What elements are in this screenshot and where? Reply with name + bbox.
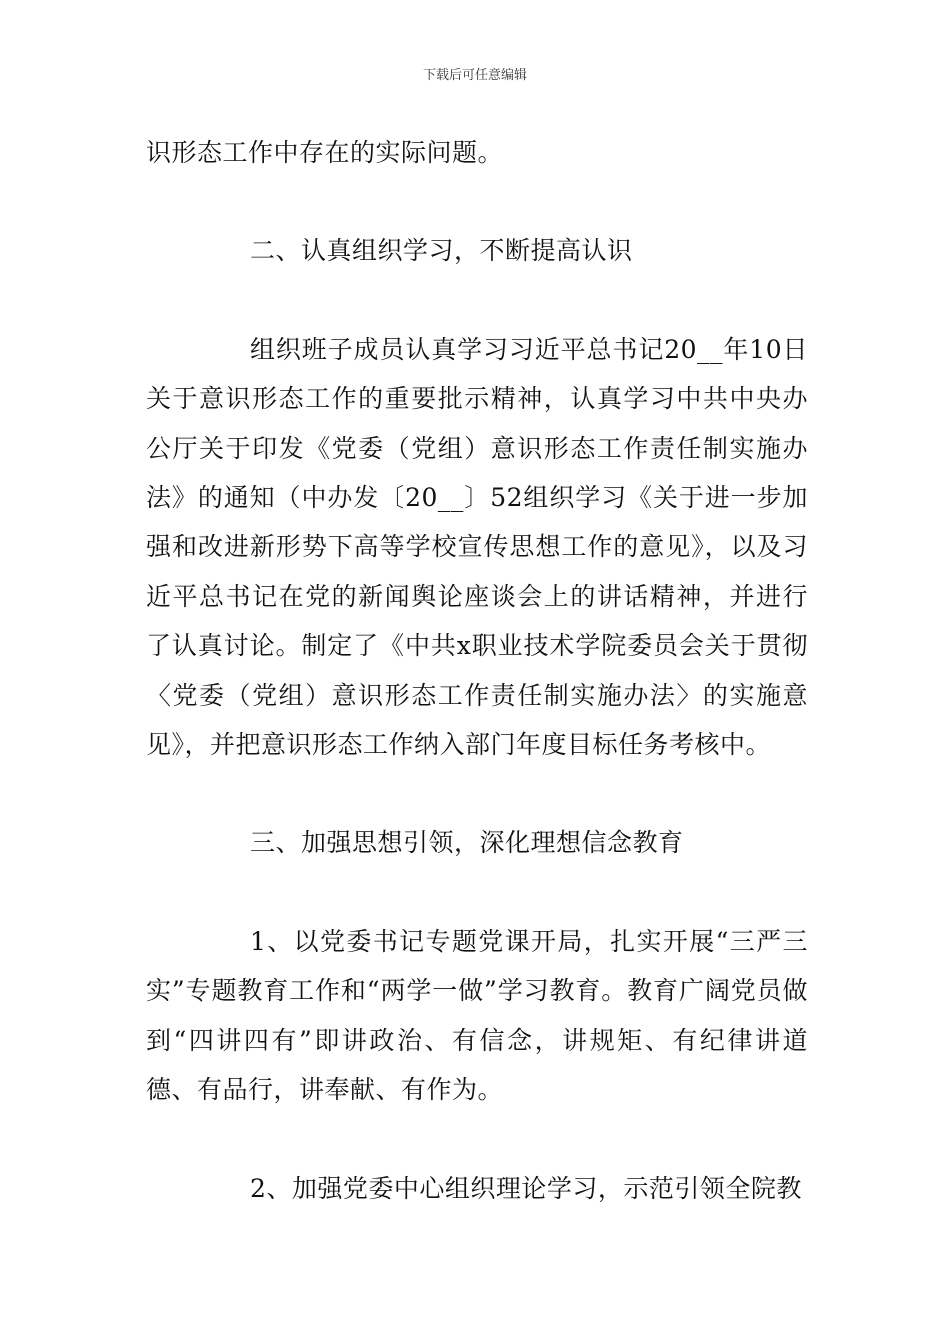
paragraph-continuation: 识形态工作中存在的实际问题。	[146, 138, 504, 167]
section-heading-2: 二、认真组织学习，不断提高认识	[250, 236, 633, 266]
document-body	[146, 128, 808, 1213]
page-header: 下载后可任意编辑	[422, 68, 527, 83]
paragraph-gap	[146, 868, 808, 917]
paragraph-study: 组织班子成员认真学习习近平总书记20__年10日关于意识形态工作的重要批示精神，认真学习中共中央办公厅关于印发《党委（党组）意识形态工作责任制实施办法》的通知（中办发〔20__〕52组织学习《关于进一步加强和改进新形势下高等学校宣传思想工作的意见》，以及习近平总书记在党的新闻舆论座谈会上的讲话精神，并进行了认真讨论。制定了《中共x职业技术学院委员会关于贯彻〈党委（党组）意识形态工作责任制实施办法〉的实施意见》，并把意识形态工作纳入部门年度目标任务考核中。	[146, 334, 808, 760]
paragraph-item-1: 1、以党委书记专题党课开局，扎实开展“三严三实”专题教育工作和“两学一做”学习教育。教育广阔党员做到“四讲四有”即讲政治、有信念，讲规矩、有纪律讲道德、有品行，讲奉献、有作为。	[146, 926, 808, 1105]
paragraph-gap	[146, 1115, 808, 1164]
paragraph-gap	[146, 276, 808, 325]
paragraph-gap	[146, 177, 808, 226]
paragraph-gap	[146, 769, 808, 818]
section-heading-3: 三、加强思想引领，深化理想信念教育	[250, 828, 684, 858]
paragraph-item-2: 2、加强党委中心组织理论学习，示范引领全院教	[250, 1173, 802, 1203]
